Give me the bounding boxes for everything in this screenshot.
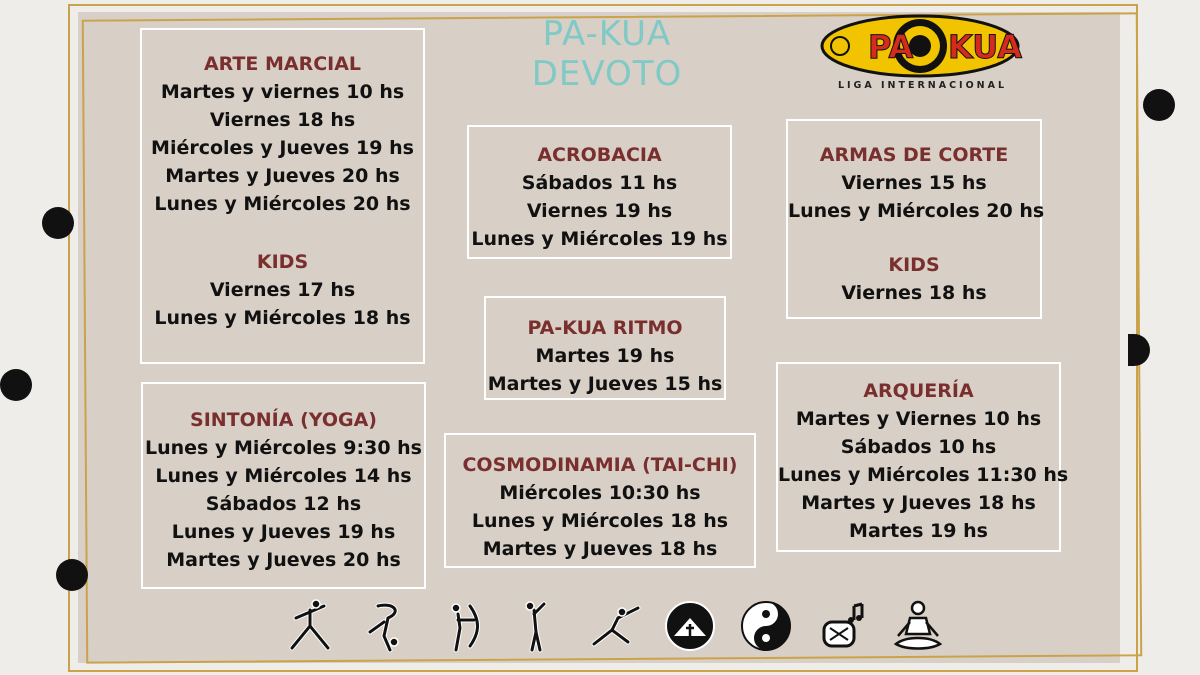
schedule-line: Sábados 11 hs: [521, 172, 678, 194]
schedule-line: Viernes 18 hs: [841, 282, 987, 304]
logo-text-right: KUA: [948, 28, 1022, 66]
schedule-line: Martes y Jueves 18 hs: [801, 492, 1036, 514]
decor-dot: [42, 207, 74, 239]
acrobat-handstand-icon: [358, 598, 414, 654]
schedule-line: Sábados 10 hs: [840, 436, 997, 458]
meditation-icon: [890, 598, 946, 654]
box-cosmodinamia: [444, 433, 756, 568]
discipline-icons-row: [280, 598, 960, 658]
schedule-line: Martes y Jueves 18 hs: [482, 538, 718, 560]
box-title: ARMAS DE CORTE: [819, 144, 1009, 166]
box-armas-de-corte: [786, 119, 1045, 319]
schedule-line: Lunes y Miércoles 14 hs: [155, 465, 412, 487]
schedule-line: Lunes y Miércoles 19 hs: [471, 228, 728, 250]
schedule-line: Martes y Jueves 20 hs: [166, 549, 401, 571]
box-title: PA-KUA RITMO: [527, 317, 683, 339]
acrobatics-figure-icon: [282, 598, 338, 654]
archer-icon: [434, 598, 490, 654]
schedule-line: Lunes y Miércoles 11:30 hs: [778, 464, 1069, 486]
sword-lunge-icon: [586, 598, 642, 654]
schedule-line: Viernes 18 hs: [209, 109, 356, 131]
box-title: ARQUERÍA: [863, 380, 974, 402]
schedule-line: Martes y viernes 10 hs: [160, 81, 405, 103]
decor-dot: [0, 369, 32, 401]
pa-kua-emblem-icon: [662, 598, 718, 654]
schedule-line: Martes y Jueves 15 hs: [487, 373, 723, 395]
box-sintonia-yoga: [141, 382, 426, 589]
rhythm-drum-icon: [814, 598, 870, 654]
schedule-line: Lunes y Miércoles 20 hs: [154, 193, 411, 215]
schedule-line: Martes 19 hs: [849, 520, 988, 542]
box-subtitle-kids: KIDS: [256, 251, 309, 273]
box-acrobacia: [467, 125, 732, 259]
schedule-line: Sábados 12 hs: [205, 493, 362, 515]
schedule-line: Lunes y Miércoles 18 hs: [154, 307, 411, 329]
schedule-line: Martes 19 hs: [535, 345, 675, 367]
schedule-line: Lunes y Jueves 19 hs: [171, 521, 396, 543]
martial-kick-icon: [510, 598, 566, 654]
box-title: COSMODINAMIA (TAI-CHI): [462, 454, 738, 476]
box-pa-kua-ritmo: [484, 296, 726, 400]
box-title: ARTE MARCIAL: [203, 53, 362, 75]
decor-dot: [56, 559, 88, 591]
yin-yang-icon: [738, 598, 794, 654]
logo-text-left: PA: [868, 28, 914, 66]
schedule-line: Martes y Jueves 20 hs: [165, 165, 400, 187]
box-subtitle-kids: KIDS: [888, 254, 940, 276]
schedule-line: Viernes 19 hs: [526, 200, 673, 222]
logo-subtitle: LIGA INTERNACIONAL: [837, 80, 1008, 91]
schedule-line: Lunes y Miércoles 20 hs: [788, 200, 1045, 222]
schedule-line: Viernes 17 hs: [209, 279, 356, 301]
decor-dot: [1143, 89, 1175, 121]
decor-dot: [1128, 334, 1150, 366]
schedule-line: Miércoles 10:30 hs: [499, 482, 701, 504]
box-title: ACROBACIA: [537, 144, 662, 166]
page-title: PA-KUA DEVOTO: [531, 14, 683, 94]
box-title: SINTONÍA (YOGA): [190, 409, 377, 431]
box-arqueria: [776, 362, 1069, 552]
schedule-line: Miércoles y Jueves 19 hs: [151, 137, 414, 159]
schedule-line: Martes y Viernes 10 hs: [795, 408, 1042, 430]
schedule-line: Lunes y Miércoles 18 hs: [471, 510, 729, 532]
schedule-line: Lunes y Miércoles 9:30 hs: [145, 437, 422, 459]
box-arte-marcial: [140, 28, 425, 364]
schedule-line: Viernes 15 hs: [841, 172, 987, 194]
